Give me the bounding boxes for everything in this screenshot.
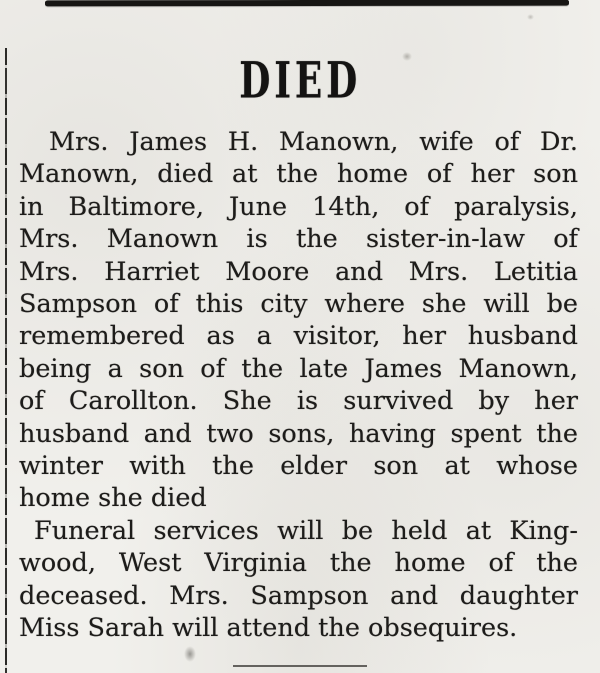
- article-line: of Carollton. She is survived by her: [19, 386, 578, 417]
- article-line: in Baltimore, June 14th, of paralysis,: [19, 191, 578, 222]
- article-line: home she died: [19, 483, 207, 514]
- article-line: husband and two sons, having spent the: [19, 418, 578, 449]
- article-line: Funeral services will be held at King-: [34, 515, 578, 546]
- article-line: Mrs. James H. Manown, wife of Dr.: [49, 127, 578, 157]
- article-line: deceased. Mrs. Sampson and daughter: [19, 580, 578, 611]
- ink-smudge: [527, 14, 534, 20]
- article-line: being a son of the late James Manown,: [19, 353, 578, 384]
- article-line: Mrs. Manown is the sister-in-law of: [19, 224, 578, 255]
- article-line: Sampson of this city where she will be: [19, 289, 578, 320]
- column-divider-rule: [5, 48, 7, 673]
- article-line: Miss Sarah will attend the obsequires.: [19, 613, 518, 644]
- article-line: Manown, died at the home of her son: [19, 159, 578, 190]
- headline-container: [0, 50, 600, 110]
- obituary-body: [19, 126, 578, 645]
- article-line: winter with the elder son at whose: [19, 451, 578, 482]
- article-line: remembered as a visitor, her husband: [19, 321, 578, 352]
- bottom-separator-rule: [233, 665, 367, 667]
- article-line: Mrs. Harriet Moore and Mrs. Letitia: [19, 256, 578, 287]
- top-border-rule: [45, 0, 569, 6]
- obituary-headline: DIED: [239, 50, 361, 110]
- article-line: wood, West Virginia the home of the: [19, 548, 578, 579]
- ink-smudge: [184, 646, 196, 662]
